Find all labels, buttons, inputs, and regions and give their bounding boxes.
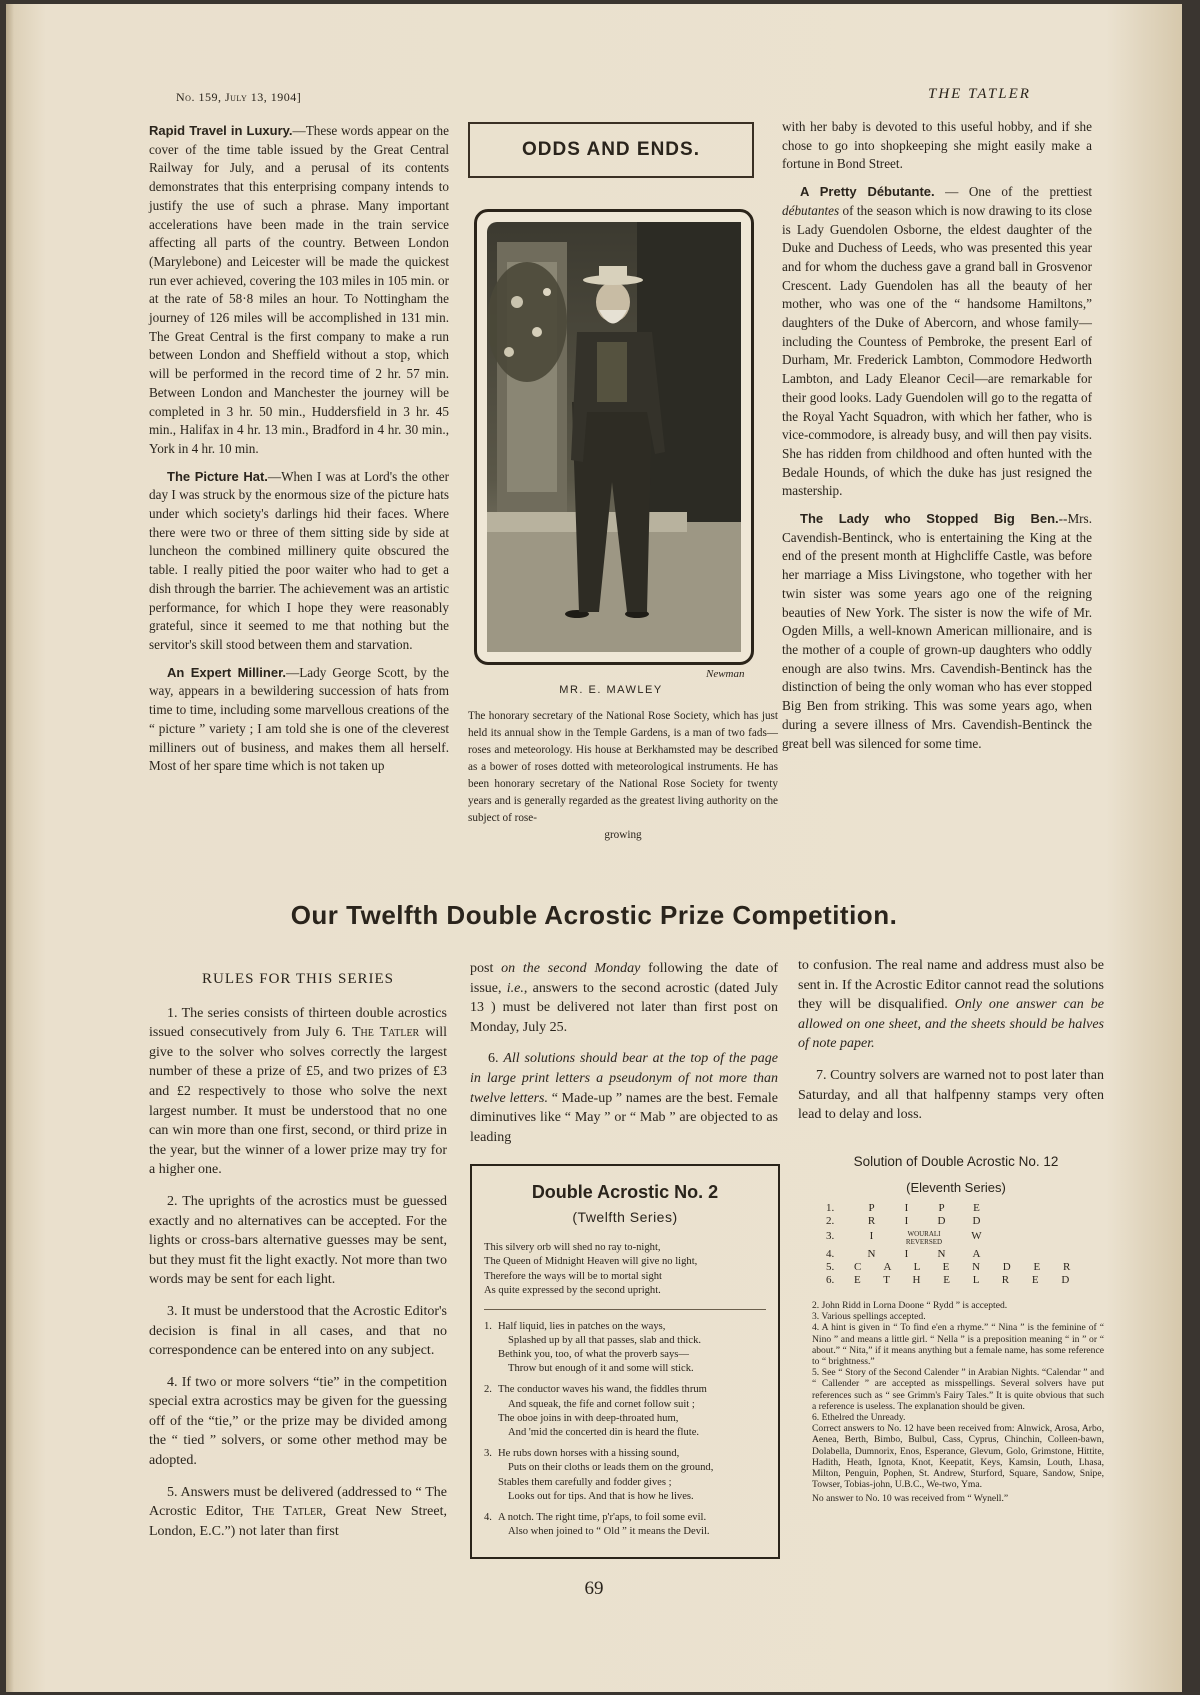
acrostic-box	[470, 1164, 780, 1559]
article-body: —These words appear on the cover of the time table issued by the Great Central Railway for July, and a perusal of its contents demonstrates that this enterprising company intends to justify the use of such a phrase. Many important accelerations have been made in the train service affecting all parts of the country. Between London (Marylebone) and Leicester will be made the quickest run ever achieved, covering the 103 miles in 105 min. or at the rate of 58·8 miles an hour. To Nottingham the journey of 126 miles will be accomplished in 131 min. The Great Central is the first company to make a run between London and Sheffield without a stop, which will be performed in the record time of 2 hr. 57 min. Between London and Manchester the journey will be completed in 3 hr. 50 min., Huddersfield in 3 hr. 45 min., Halifax in 4 hr. 13 min., Bradford in 4 hr. 30 min., York in 4 hr. 10 min.	[149, 123, 449, 456]
article-italic: débutantes	[782, 202, 840, 218]
rule-7: 7. Country solvers are warned not to post later than Saturday, and all that halfpenny stamps very often lead to delay and loss.	[798, 1067, 1104, 1123]
article-pretty-debutante	[782, 183, 1092, 501]
rule-text: , answers to the second acrostic (dated July 13 ) must be delivered not later than first post on Monday, July 25.	[470, 980, 778, 1035]
solution-grid	[826, 1202, 1096, 1287]
solution-row	[826, 1215, 1096, 1228]
rule-text: , Great New Street, London, E.C.”) not later than first	[149, 1504, 447, 1539]
letter: D	[937, 1215, 946, 1227]
article-lead: Rapid Travel in Luxury.	[149, 123, 293, 138]
article-lead: The Lady who Stopped Big Ben.	[800, 511, 1059, 527]
clue-line: Stables them carefully and fodder gives ;	[498, 1476, 672, 1488]
rule-4: 4. If two or more solvers “tie” in the competition special extra acrostics may be given for the guessing off of the “tie,” or the prize may be divided among the “ tied ” solvers, or some other method may be adopted.	[149, 1374, 447, 1469]
rule-text: 5. Answers must be delivered (addressed to “ The Acrostic Editor,	[149, 1484, 447, 1520]
rule-1	[149, 1004, 447, 1180]
article-body: of the season which is now drawing to its close is Lady Guendolen Osborne, the eldest daughter of the Duke and Duchess of Leeds, who was presented this year and for whom the duchess gave a grand ball in Grosvenor Crescent. Lady Guendolen has all the beauty of her mother, who was one of the “ handsome Hamiltons,” daughters of the Duke of Abercorn, and whose family—including the Countess of Pembroke, the present Earl of Durham, Mr. Frederick Lambton, Commodore Hedworth Lambton, and Lady Eleanor Cecil—are remarkable for their good looks. Lady Guendolen will go to the regatta of the Royal Yacht Squadron, with which her father, who is vice-commodore, is already busy, and will then pay visits. She has ridden from childhood and often hunted with the Bedale Hounds, of which the duke has just resigned the mastership.	[782, 202, 1092, 499]
article-lead: A Pretty Débutante.	[800, 184, 935, 200]
solution-row	[826, 1230, 1096, 1246]
intro-line: Therefore the ways will be to mortal sight	[484, 1270, 662, 1282]
clue-number: 1.	[484, 1320, 492, 1332]
letter: P	[868, 1202, 875, 1214]
letter: N	[867, 1248, 876, 1260]
rule-text: post	[470, 961, 502, 976]
article-body: —Lady George Scott, by the way, appears in a bewildering succession of hats from time to time, including some marvellous creations of the “ picture ” variety ; I am told she is one of the cleverest milliners out of business, and makes them all herself. Most of her spare time which is not taken up	[149, 664, 449, 774]
rule-6	[470, 1049, 778, 1147]
column-left	[149, 122, 449, 785]
rule-text: 1. The series consists of thirteen double acrostics issued consecutively from July 6.	[149, 1005, 447, 1041]
magazine-page	[6, 4, 1182, 1692]
acrostic-intro	[484, 1241, 766, 1310]
clue-number: 3.	[484, 1448, 492, 1460]
rule-5	[149, 1483, 447, 1542]
row-number: 1.	[826, 1202, 835, 1214]
letter: I	[904, 1215, 909, 1227]
solution-note: 2. John Ridd in Lorna Doone “ Rydd ” is accepted.	[812, 1300, 1008, 1311]
photo-title: MR. E. MAWLEY	[559, 684, 663, 696]
section-title-box	[468, 122, 754, 178]
clue-line: And 'mid the concerted din is heard the flute.	[508, 1427, 700, 1439]
rule-text: will give to the solver who solves correctly the largest number of these a prize of £5, and two prizes of £3 and £2 respectively to those who solve the next largest number. It must be understood that no one can win more than one first, second, or third prize in the year, but the winner of a lower prize may try for a higher one.	[149, 1025, 447, 1178]
page-edge-shadow	[6, 4, 14, 1692]
letter: W	[971, 1230, 982, 1242]
clue-line: Bethink you, too, of what the proverb says—	[498, 1349, 689, 1361]
clue-line: Looks out for tips. And that is how he lives.	[508, 1490, 694, 1502]
section-title: ODDS AND ENDS.	[522, 139, 700, 160]
magazine-name-inline: The Tatler	[351, 1025, 420, 1041]
solution-note: 4. A hint is given in “ To find e'en a rhyme.” “ Nina ” is the feminine of “ Nino ” and means a little girl. “ Nella ” is a preposition meaning “ in ” or “ about.” “ Nita,” if it means anything but a female name, has some reference to “ brightness.”	[812, 1322, 1104, 1368]
clue-line: He rubs down horses with a hissing sound,	[498, 1448, 680, 1460]
column-right	[782, 118, 1092, 762]
solution-word: C A L E N D E R	[854, 1261, 1081, 1273]
solution-title: Solution of Double Acrostic No. 12	[853, 1154, 1059, 1169]
acrostic-clue-1	[484, 1320, 766, 1377]
article-body: --Mrs. Cavendish-Bentinck, who is entertaining the King at the end of the present month at Highcliffe Castle, was before her marriage a Miss Livingstone, who together with her twin sister was some years ago one of the reigning beauties of New York. The sister is now the wife of Mr. Ogden Mills, a well-known American millionaire, and is the mother of a couple of grown-up daughters who oddly enough are also twins. Mrs. Cavendish-Bentinck has the distinction of being the only woman who has ever stopped Big Ben from striking. This was some years ago, when during a severe illness of Mrs. Cavendish-Bentinck the great bell was silenced for some time.	[782, 511, 1092, 751]
article-picture-hat	[149, 468, 449, 655]
letter: R	[867, 1215, 876, 1227]
rule-italic: on the second Monday	[501, 961, 641, 976]
acrostic-title: Double Acrostic No. 2	[531, 1182, 719, 1202]
letter: D	[972, 1215, 981, 1227]
letter: N	[937, 1248, 946, 1260]
correct-answers-list: Correct answers to No. 12 have been received from: Alnwick, Arosa, Arbo, Aenea, Berth, Bimbo, Bulbul, Cass, Cyprus, Chinchin, Colleen-bawn, Dolabella, Dumnorix, Enos, Esperance, Glevum, Golo, Grimstone, Hittite, Hadith, Heath, Ignota, Knot, Keepatit, Keys, Kamsin, Louth, Lhasa, Milton, Penguin, Pophen, St. Andrew, Sturford, Square, Sandow, Snipe, Towser, Tobias-john, U.B.C., We-two, Yma.	[812, 1423, 1104, 1491]
magazine-name-inline: The Tatler	[252, 1504, 323, 1520]
article-expert-milliner	[149, 664, 449, 776]
article-lead: The Picture Hat.	[167, 468, 268, 484]
clue-line: Puts on their cloths or leads them on the ground,	[508, 1462, 714, 1474]
rule-5-continued	[470, 959, 778, 1037]
letter: P	[938, 1202, 945, 1214]
rule-2: 2. The uprights of the acrostics must be guessed exactly and no alternatives can be accepted. For the lights or cross-bars alternative guesses may be sent, but they must fit the light exactly. Not more than two words may be sent for each light.	[149, 1193, 447, 1288]
bracketed-note: WOURALI REVERSED	[905, 1230, 943, 1246]
rule-text: “ Made-up ” names are the best. Female diminutives like “ May ” or “ Mab ” are objected to as leading	[470, 1090, 778, 1145]
clue-line: The oboe joins in with deep-throated hum,	[498, 1412, 679, 1424]
rule-text: 6.	[488, 1051, 504, 1067]
solution-note: 3. Various spellings accepted.	[812, 1311, 926, 1323]
rule-text: to confusion. The real name and address must also be sent in. If the Acrostic Editor cannot read the solutions they will be disqualified.	[798, 958, 1104, 1013]
clue-line: The conductor waves his wand, the fiddles thrum	[498, 1384, 707, 1396]
competition-title: Our Twelfth Double Acrostic Prize Competition.	[290, 900, 898, 930]
clue-number: 2.	[484, 1384, 492, 1396]
no-answer-note: No answer to No. 10 was received from “ Wynell.”	[812, 1493, 1009, 1505]
solution-word: E T H E L R E D	[854, 1274, 1080, 1286]
portrait-photo	[474, 209, 754, 665]
letter: I	[904, 1248, 909, 1260]
article-continuation: with her baby is devoted to this useful hobby, and if she chose to go into shopkeeping she might easily make a fortune in Bond Street.	[782, 119, 1092, 172]
solution-row	[826, 1274, 1096, 1287]
letter: E	[973, 1202, 980, 1214]
article-body: — One of the prettiest	[934, 184, 1093, 200]
acrostic-subtitle: (Twelfth Series)	[572, 1209, 678, 1225]
solution-note: 6. Ethelred the Unready.	[812, 1412, 906, 1424]
rule-3: 3. It must be understood that the Acrostic Editor's decision is final in all cases, and that no correspondence can be entered into on any subject.	[149, 1303, 447, 1359]
letter: I	[904, 1202, 909, 1214]
clue-line: Also when joined to “ Old ” it means the Devil.	[508, 1526, 710, 1538]
rule-italic: All solutions should bear at the top of the page in large print letters a pseudonym of not more than twelve letters.	[470, 1051, 778, 1106]
rule-italic: i.e.	[506, 980, 524, 996]
row-number: 5.	[826, 1261, 835, 1273]
rules-column-1	[149, 970, 447, 1553]
clue-line: Throw but enough of it and some will stick.	[508, 1363, 694, 1375]
solution-row	[826, 1261, 1096, 1274]
article-rapid-travel	[149, 122, 449, 459]
photo-credit: Newman	[706, 668, 745, 680]
article-big-ben	[782, 510, 1092, 753]
acrostic-clue-2	[484, 1383, 766, 1440]
rules-column-3	[798, 956, 1104, 1137]
acrostic-clue-3	[484, 1447, 766, 1504]
clue-number: 4.	[484, 1512, 492, 1524]
issue-header: No. 159, July 13, 1904]	[176, 90, 302, 104]
article-lead: An Expert Milliner.	[167, 664, 287, 680]
clue-line: A notch. The right time, p'r'aps, to foil some evil.	[498, 1512, 707, 1524]
clue-line: Half liquid, lies in patches on the ways,	[498, 1320, 666, 1332]
photo-caption	[468, 708, 778, 844]
row-number: 4.	[826, 1248, 835, 1260]
row-number: 6.	[826, 1274, 835, 1286]
intro-line: This silvery orb will shed no ray to-night,	[484, 1242, 661, 1253]
article-body: —When I was at Lord's the other day I was struck by the enormous size of the picture hats under which society's darlings hid their faces. Where there were two or three of them sitting side by side at luncheon the combined millinery quite obscured the table. I really pitied the poor waiter who had to get a dish through the barrier. The achievement was an artistic performance, for which I hope they were reasonably grateful, since it seemed to me that nothing but the servitor's skill stood between them and starvation.	[149, 468, 449, 652]
portrait-photo-image	[487, 222, 741, 652]
rule-text: following the date of issue,	[470, 961, 779, 996]
rules-column-2	[470, 959, 778, 1159]
solution-note: 5. See “ Story of the Second Calender ” in Arabian Nights. “Calendar ” and “ Callender ” are accepted as misspellings. Several solvers have put references such as “ see Grimm's Fairy Tales.” It is quite obvious that such a reference is useless. The explanation should be given.	[812, 1367, 1104, 1412]
acrostic-clue-4	[484, 1511, 766, 1539]
magazine-name: THE TATLER	[928, 86, 1031, 102]
intro-line: As quite expressed by the second upright.	[484, 1285, 661, 1297]
clue-line: Splashed up by all that passes, slab and thick.	[508, 1334, 702, 1346]
rule-italic: Only one answer can be allowed on one sheet, and the sheets should be halves of note paper.	[798, 997, 1104, 1052]
solution-row	[826, 1202, 1096, 1215]
row-number: 3.	[826, 1230, 835, 1242]
photo-caption-text: The honorary secretary of the National Rose Society, which has just held its annual show in the Temple Gardens, is a man of two fads—roses and meteorology. His house at Berkhamsted may be described as a bower of roses dotted with meteorological instruments. He has been honorary secretary of the National Rose Society for twenty years and is generally regarded as the greatest living authority on the subject of rose-	[468, 710, 778, 824]
page-number: 69	[584, 1578, 604, 1599]
intro-line: The Queen of Midnight Heaven will give no light,	[484, 1256, 698, 1268]
rules-heading: RULES FOR THIS SERIES	[201, 971, 394, 987]
letter: A	[972, 1248, 981, 1260]
clue-line: And squeak, the fife and cornet follow suit ;	[508, 1398, 695, 1410]
solution-row	[826, 1248, 1096, 1261]
solution-subtitle: (Eleventh Series)	[906, 1180, 1006, 1195]
row-number: 2.	[826, 1215, 835, 1227]
rule-6-continued	[798, 956, 1104, 1054]
solution-notes	[812, 1300, 1104, 1505]
photo-caption-tail: growing	[604, 829, 642, 841]
letter: I	[869, 1230, 874, 1242]
